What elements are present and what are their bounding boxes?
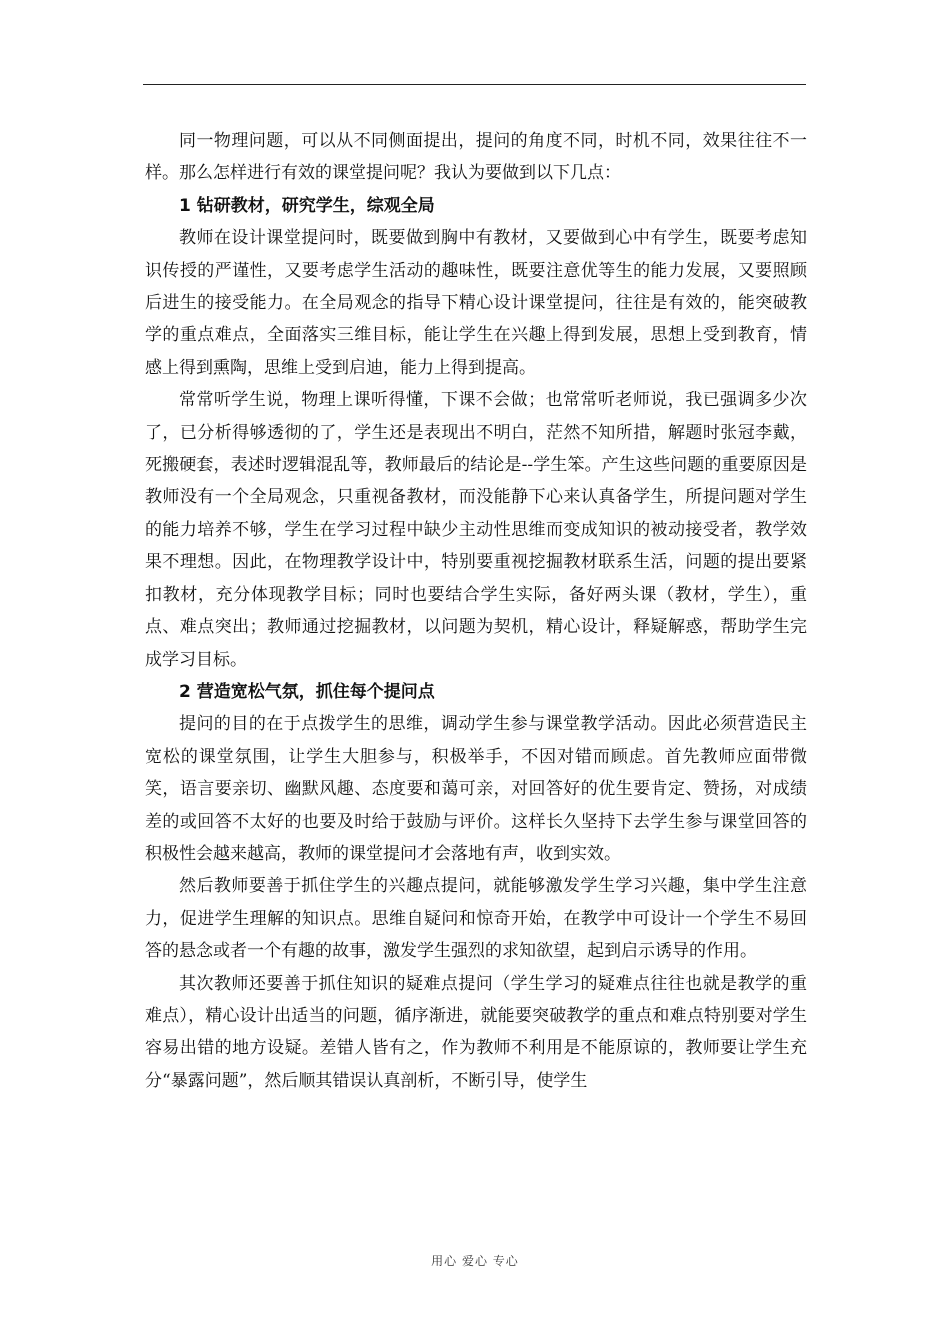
paragraph-3: 常常听学生说，物理上课听得懂，下课不会做；也常常听老师说，我已强调多少次了，已分析得够透彻的了，学生还是表现出不明白，茫然不知所措，解题时张冠李戴，死搬硬套，表述时逻辑混乱等，教师最后的结论是--学生笨。产生这些问题的重要原因是教师没有一个全局观念，只重视备教材，而没能静下心来认真备学生，所提问题对学生的能力培养不够，学生在学习过程中缺少主动性思维而变成知识的被动接受者，教学效果不理想。因此，在物理教学设计中，特别要重视挖掘教材联系生活，问题的提出要紧扣教材，充分体现教学目标；同时也要结合学生实际，备好两头课（教材，学生），重点、难点突出；教师通过挖掘教材，以问题为契机，精心设计，释疑解惑，帮助学生完成学习目标。: [145, 390, 807, 670]
page-footer: 用心 爱心 专心: [431, 1254, 519, 1268]
paragraph-2: 教师在设计课堂提问时，既要做到胸中有教材，又要做到心中有学生，既要考虑知识传授的严谨性，又要考虑学生活动的趣味性，既要注意优等生的能力发展，又要照顾后进生的接受能力。在全局观念的指导下精心设计课堂提问，往往是有效的，能突破教学的重点难点，全面落实三维目标，能让学生在兴趣上得到发展，思想上受到教育，情感上得到熏陶，思维上受到启迪，能力上得到提高。: [145, 228, 807, 378]
paragraph-6: 其次教师还要善于抓住知识的疑难点提问（学生学习的疑难点往往也就是教学的重难点），精心设计出适当的问题，循序渐进，就能要突破教学的重点和难点特别要对学生容易出错的地方设疑。差错人皆有之，作为教师不利用是不能原谅的，教师要让学生充分“暴露问题”，然后顺其错误认真剖析，不断引导，使学生: [145, 973, 807, 1091]
document-body: [145, 125, 807, 1097]
paragraph-1: 同一物理问题，可以从不同侧面提出，提问的角度不同，时机不同，效果往往不一样。那么怎样进行有效的课堂提问呢？我认为要做到以下几点：: [145, 131, 807, 184]
header-rule: [143, 84, 806, 85]
paragraph-5: 然后教师要善于抓住学生的兴趣点提问，就能够激发学生学习兴趣，集中学生注意力，促进学生理解的知识点。思维自疑问和惊奇开始，在教学中可设计一个学生不易回答的悬念或者一个有趣的故事，激发学生强烈的求知欲望，起到启示诱导的作用。: [145, 876, 807, 962]
section-heading-2: 2 营造宽松气氛，抓住每个提问点: [179, 681, 435, 702]
section-heading-1: 1 钻研教材，研究学生，综观全局: [179, 195, 435, 216]
paragraph-4: 提问的目的在于点拨学生的思维，调动学生参与课堂教学活动。因此必须营造民主宽松的课堂氛围，让学生大胆参与，积极举手，不因对错而顾虑。首先教师应面带微笑，语言要亲切、幽默风趣、态度要和蔼可亲，对回答好的优生要肯定、赞扬，对成绩差的或回答不太好的也要及时给于鼓励与评价。这样长久坚持下去学生参与课堂回答的积极性会越来越高，教师的课堂提问才会落地有声，收到实效。: [145, 714, 807, 864]
